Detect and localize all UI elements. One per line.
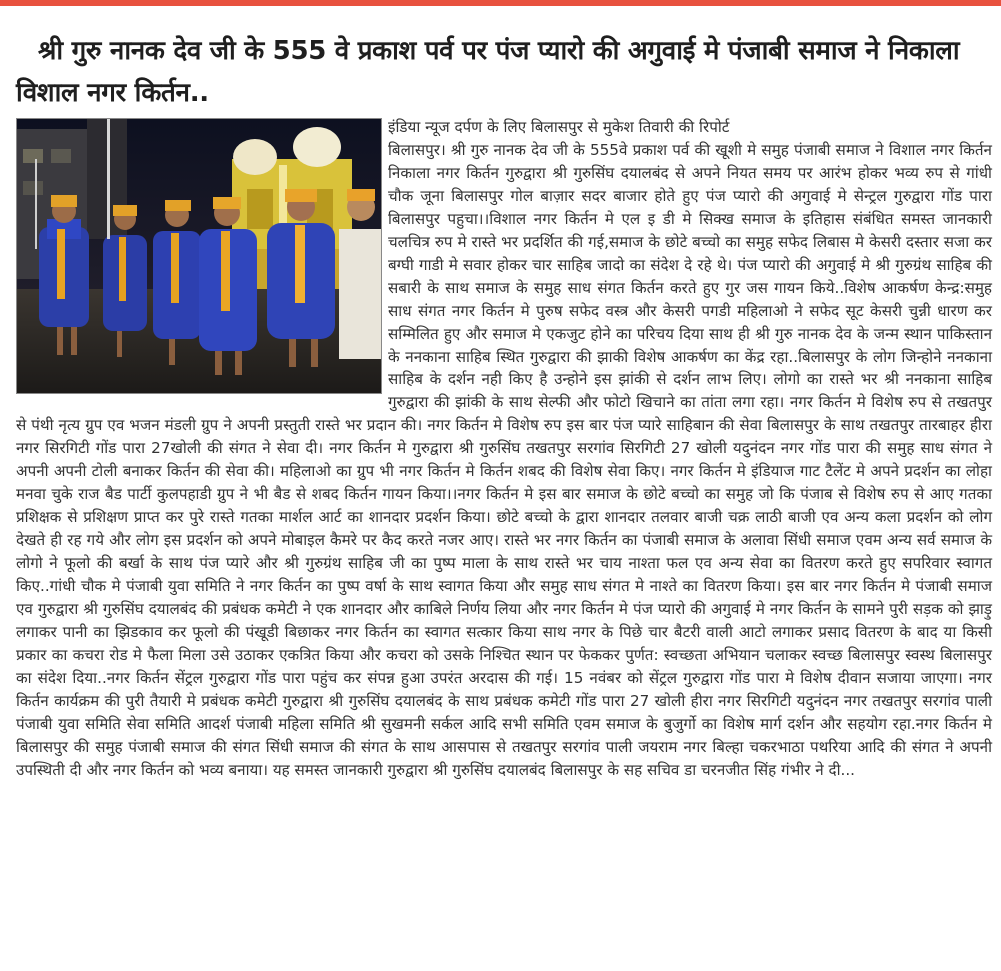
article-headline: श्री गुरु नानक देव जी के 555 वे प्रकाश पर्व पर पंज प्यारो की अगुवाई मे पंजाबी समाज ने निकाला विशाल नगर किर्तन.. [16,36,960,108]
article-byline: इंडिया न्यूज दर्पण के लिए बिलासपुर से मुकेश तिवारी की रिपोर्ट [388,118,730,136]
photo-spacer [16,116,388,392]
article-body [16,116,992,782]
article-text: बिलासपुर। श्री गुरु नानक देव जी के 555वे प्रकाश पर्व की खूशी मे समुह पंजाबी समाज ने विशाल नगर किर्तन निकाला नगर किर्तन गुरुद्वारा श्री गुरुसिंघ दयालबंद से अपने नियत समय पर आरंभ होकर भव्य रुप से गांधी चौक जूना बिलासपुर गोल बाज़ार सदर बाजार होते हुए पंज प्यारो की अगुवाई मे सेन्ट्रल गुरुद्वारा गोंड पारा बिलासपुर पहुचा।।विशाल नगर किर्तन मे एल इ डी मे सिक्ख समाज के इतिहास संबंधित समस्त जानकारी चलचित्र रुप मे रास्ते भर प्रदर्शित की गई,समाज के छोटे बच्चो का समुह सफेद लिबास मे केसरी दस्तार सजा कर बग्घी गाडी मे सवार होकर चार साहिब जादो का संदेश दे रहे थे। पंज प्यारो की अगुवाई मे श्री गुरुग्रंथ साहिब की सबारी के साथ समाज के समुह साध संगत किर्तन करते हुए गुर जस गायन किये..विशेष आकर्षण केन्द्र:समुह साध संगत नगर किर्तन मे पुरुष सफेद वस्त्र और केसरी पगडी महिलाओ ने सफेद सूट केसरी चुन्नी धारण कर सम्मिलित हुए और समाज मे एकजुट होने का परिचय दिया साथ ही श्री गुरु नानक देव के जन्म स्थान पाकिस्तान के ननकाना साहिब स्थित गुरुद्वारा की झाकी विशेष आकर्षण का केंद्र रहा..बिलासपुर के लोग जिन्होने ननकाना साहिब के दर्शन नही किए है उन्होने इस झांकी से दर्शन लाभ लिए। लोगो का रास्ते भर श्री ननकाना साहिब गुरुद्वारा की झांकी के साथ सेल्फी और फोटो खिचाने का तांता लगा रहा। नगर किर्तन मे विशेष रुप से तखतपुर से पंथी नृत्य ग्रुप एव भजन मंडली ग्रुप ने अपनी प्रस्तुती रास्ते भर प्रदान की। नगर किर्तन मे विशेष रुप इस बार पंज प्यारे साहिबान की सेवा बिलासपुर के साथ तखतपुर तारबाहर हीरा नगर सिरगिटी गोंड पारा 27खोली की संगत ने सेवा दी। नगर किर्तन मे गुरुद्वारा श्री गुरुसिंघ तखतपुर सरगांव सिरगिटी 27 खोली यदुनंदन नगर गोंड पारा की समुह साध संगत ने अपनी अपनी टोली बनाकर किर्तन की सेवा की। महिलाओ का ग्रुप भी नगर किर्तन मे किर्तन शबद की विशेष सेवा किए। नगर किर्तन मे इंडियाज गाट टैलेंट मे अपने प्रदर्शन का लोहा मनवा चुके राज बैड पार्टी कुलपहाडी ग्रुप ने भी बैड से शबद किर्तन गायन किया।।नगर किर्तन मे इस बार समाज के छोटे बच्चो का समुह जो कि पंजाब से विशेष रुप से आए गतका प्रशिक्षक से प्रशिक्षण प्राप्त कर पुरे रास्ते गतका मार्शल आर्ट का शानदार प्रदर्शन किया। छोटे बच्चो के द्वारा शानदार तलवार बाजी चक्र लाठी बाजी एव अन्य कला प्रदर्शन को लोग देखते ही रह गये और लोग इस प्रदर्शन को अपने मोबाइल कैमरे पर कैद करते नजर आए। रास्ते भर नगर किर्तन का पंजाबी समाज के अलावा सिंधी समाज एवम अन्य सर्व समाज के लोगो ने फूलो की बर्खा के साथ पंज प्यारे और श्री गुरुग्रंथ साहिब जी का पुष्प माला के साथ रास्ते भर चाय नाश्ता फल एव अन्य सेवा का वितरण करते हुए सपरिवार स्वागत किए..गांधी चौक मे पंजाबी युवा समिति ने नगर किर्तन का पुष्प वर्षा के साथ स्वागत किया और समुह साध संगत मे नाश्ते का वितरण किया। इस बार नगर किर्तन मे पंजाबी समाज एव गुरुद्वारा श्री गुरुसिंघ दयालबंद की प्रबंधक कमेटी ने एक शानदार और काबिले निर्णय लिया और नगर किर्तन मे पंज प्यारो की अगुवाई मे नगर किर्तन के सामने पुरी सड़क को झाड़ु लगाकर पानी का झिडकाव कर फूलो की पंखूडी बिछाकर नगर किर्तन का स्वागत सत्कार किया साथ नगर के पिछे चार बैटरी वाली आटो लगाकर प्रसाद वितरण के बाद या किसी प्रकार का कचरा रोड मे फैला मिला उसे उठाकर एकत्रित किया और कचरा को उसके निश्चित स्थान पर फेककर पुर्णत: स्वच्छता अभियान चलाकर स्वच्छ बिलासपुर स्वस्थ बिलासपुर का संदेश दिया..नगर किर्तन सेंट्रल गुरुद्वारा गोंड पारा पहुंच कर संपन्न हुआ उपरंत अरदास की गई। 15 नवंबर को सेंट्रल गुरुद्वारा गोंड पारा मे विशेष दीवान सजाया जाएगा। नगर किर्तन कार्यक्रम की पुरी तैयारी मे प्रबंधक कमेटी गुरुद्वारा श्री गुरुसिंघ दयालबंद के साथ प्रबंधक कमेटी गोंड पारा 27 खोली हीरा नगर सिरगिटी यदुनंदन नगर तखतपुर सरगांव पाली पंजाबी युवा समिति सेवा समिति आदर्श पंजाबी महिला समिति श्री सुखमनी सर्कल आदि सभी समिति एवम समाज के बुजुर्गो का विशेष मार्ग दर्शन और सहयोग रहा.नगर किर्तन मे बिलासपुर की समुह पंजाबी समाज की संगत सिंधी समाज की संगत के साथ आसपास से तखतपुर सरगांव पाली जयराम नगर बिल्हा चकरभाठा पथरिया आदि की संगत ने अपनी उपस्थिती दी और नगर किर्तन को भव्य बनाया। यह समस्त जानकारी गुरुद्वारा श्री गुरुसिंघ दयालबंद बिलासपुर के सह सचिव डा चरनजीत सिंह गंभीर ने दी... [16,140,992,779]
top-accent-bar [0,0,1001,6]
